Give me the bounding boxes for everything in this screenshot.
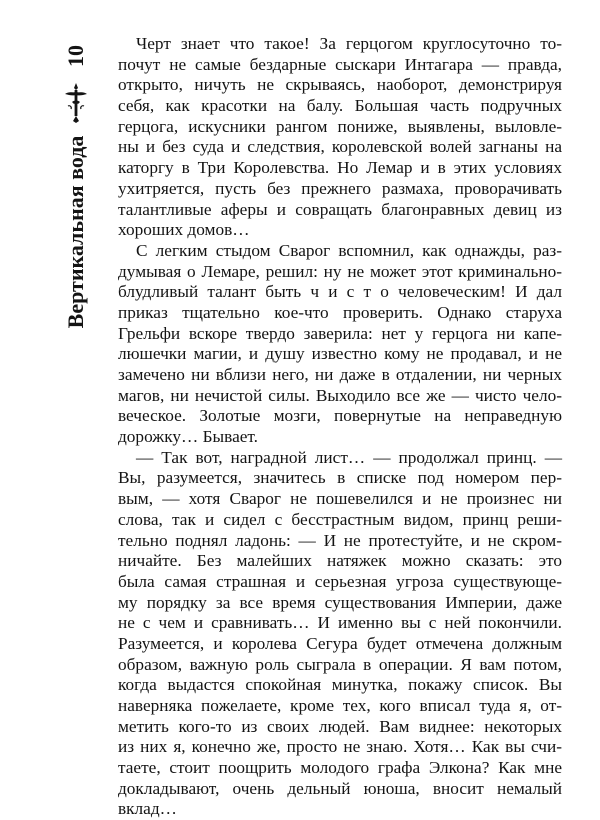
text-line: таете, стоит поощрить молодого графа Элкона? Как мне (118, 758, 562, 778)
text-line: ухитряется, пусть без прежнего размаха, проворачивать (118, 178, 562, 198)
text-line: приказ тщательно кое-что проверить. Однако старуха (118, 302, 562, 322)
text-line: была самая страшная и серьезная угроза существующе- (118, 571, 562, 591)
text-line: талантливые аферы и совращать благонравных девиц из (118, 199, 562, 219)
text-line: С легким стыдом Сварог вспомнил, как однажды, раз- (136, 240, 562, 260)
text-line: — Так вот, наградной лист… — продолжал принц. — (136, 447, 562, 467)
text-line: слова, так и сидел с бесстрастным видом, принц реши- (118, 509, 562, 529)
text-line: дорожку… Бывает. (118, 427, 258, 447)
text-line: замечено ни вблизи него, ни даже в отдалении, ни черных (118, 365, 562, 384)
text-line: каторгу в Три Королевства. Но Лемар и в этих условиях (118, 158, 562, 178)
dagger-ornament-icon (62, 82, 90, 124)
text-line: открыто, ничуть не скрываясь, наоборот, демонстрируя (118, 75, 562, 95)
text-line: герцога, искусники рангом пониже, выявлены, выловле- (118, 116, 562, 136)
text-line: Вы, разумеется, значитесь в списке под номером пер- (118, 468, 562, 488)
text-line: му порядку за все время существования Империи, даже (118, 592, 562, 612)
text-line: вым, — хотя Сварог не пошевелился и не произнес ни (118, 489, 562, 509)
running-title: Вертикальная вода (63, 135, 88, 329)
text-line: докладывают, очень дельный юноша, вносит немалый (118, 778, 562, 798)
text-line: себя, как красотки на балу. Большая часть подручных (118, 96, 562, 116)
text-line: веческое. Золотые мозги, повернутые на неправедную (118, 406, 562, 426)
text-line: думывая о Лемаре, решил: ну не может этот криминально- (118, 261, 562, 281)
text-line: метить кого-то из своих людей. Вам виднее: некоторых (118, 716, 562, 736)
text-line: люшечки магии, и душу известно кому не продавал, и не (118, 344, 562, 364)
text-line: ны и без суда и следствия, королевской волей загнаны на (118, 137, 562, 157)
text-line: вклад… (118, 799, 177, 819)
text-line: Черт знает что такое! За герцогом круглосуточно то- (136, 34, 562, 53)
text-line: блудливый талант быть ч и с т о человеческим! И дал (118, 282, 562, 302)
text-line: Грельфи вскоре твердо заверила: нет у герцога ни капе- (118, 323, 562, 343)
page-number: 10 (63, 45, 88, 67)
text-line: ничайте. Без малейших натяжек можно сказать: это (118, 551, 562, 571)
text-line: почут не самые бездарные сыскари Интагара — правда, (118, 54, 562, 74)
text-line: из них я, конечно же, просто не знаю. Хотя… Как вы счи- (118, 737, 562, 757)
text-line: Разумеется, и королева Сегура будет отмечена должным (118, 633, 562, 653)
text-line: хороших домов… (118, 220, 250, 240)
text-line: образом, важную роль сыграла в операции. Я вам потом, (118, 654, 562, 674)
text-line: тельно поднял ладонь: — И не протестуйте, и не скром- (118, 530, 562, 550)
text-line: наверняка пожелаете, кроме тех, кого вписал туда я, от- (118, 696, 562, 715)
text-line: не с чем и сравнивать… И именно вы с ней покончили. (118, 613, 562, 633)
text-line: когда выдастся спокойная минутка, покажу список. Вы (118, 675, 562, 695)
text-line: магов, ни нечистой силы. Выходило все же — чисто чело- (118, 385, 562, 405)
body-text (118, 34, 562, 820)
